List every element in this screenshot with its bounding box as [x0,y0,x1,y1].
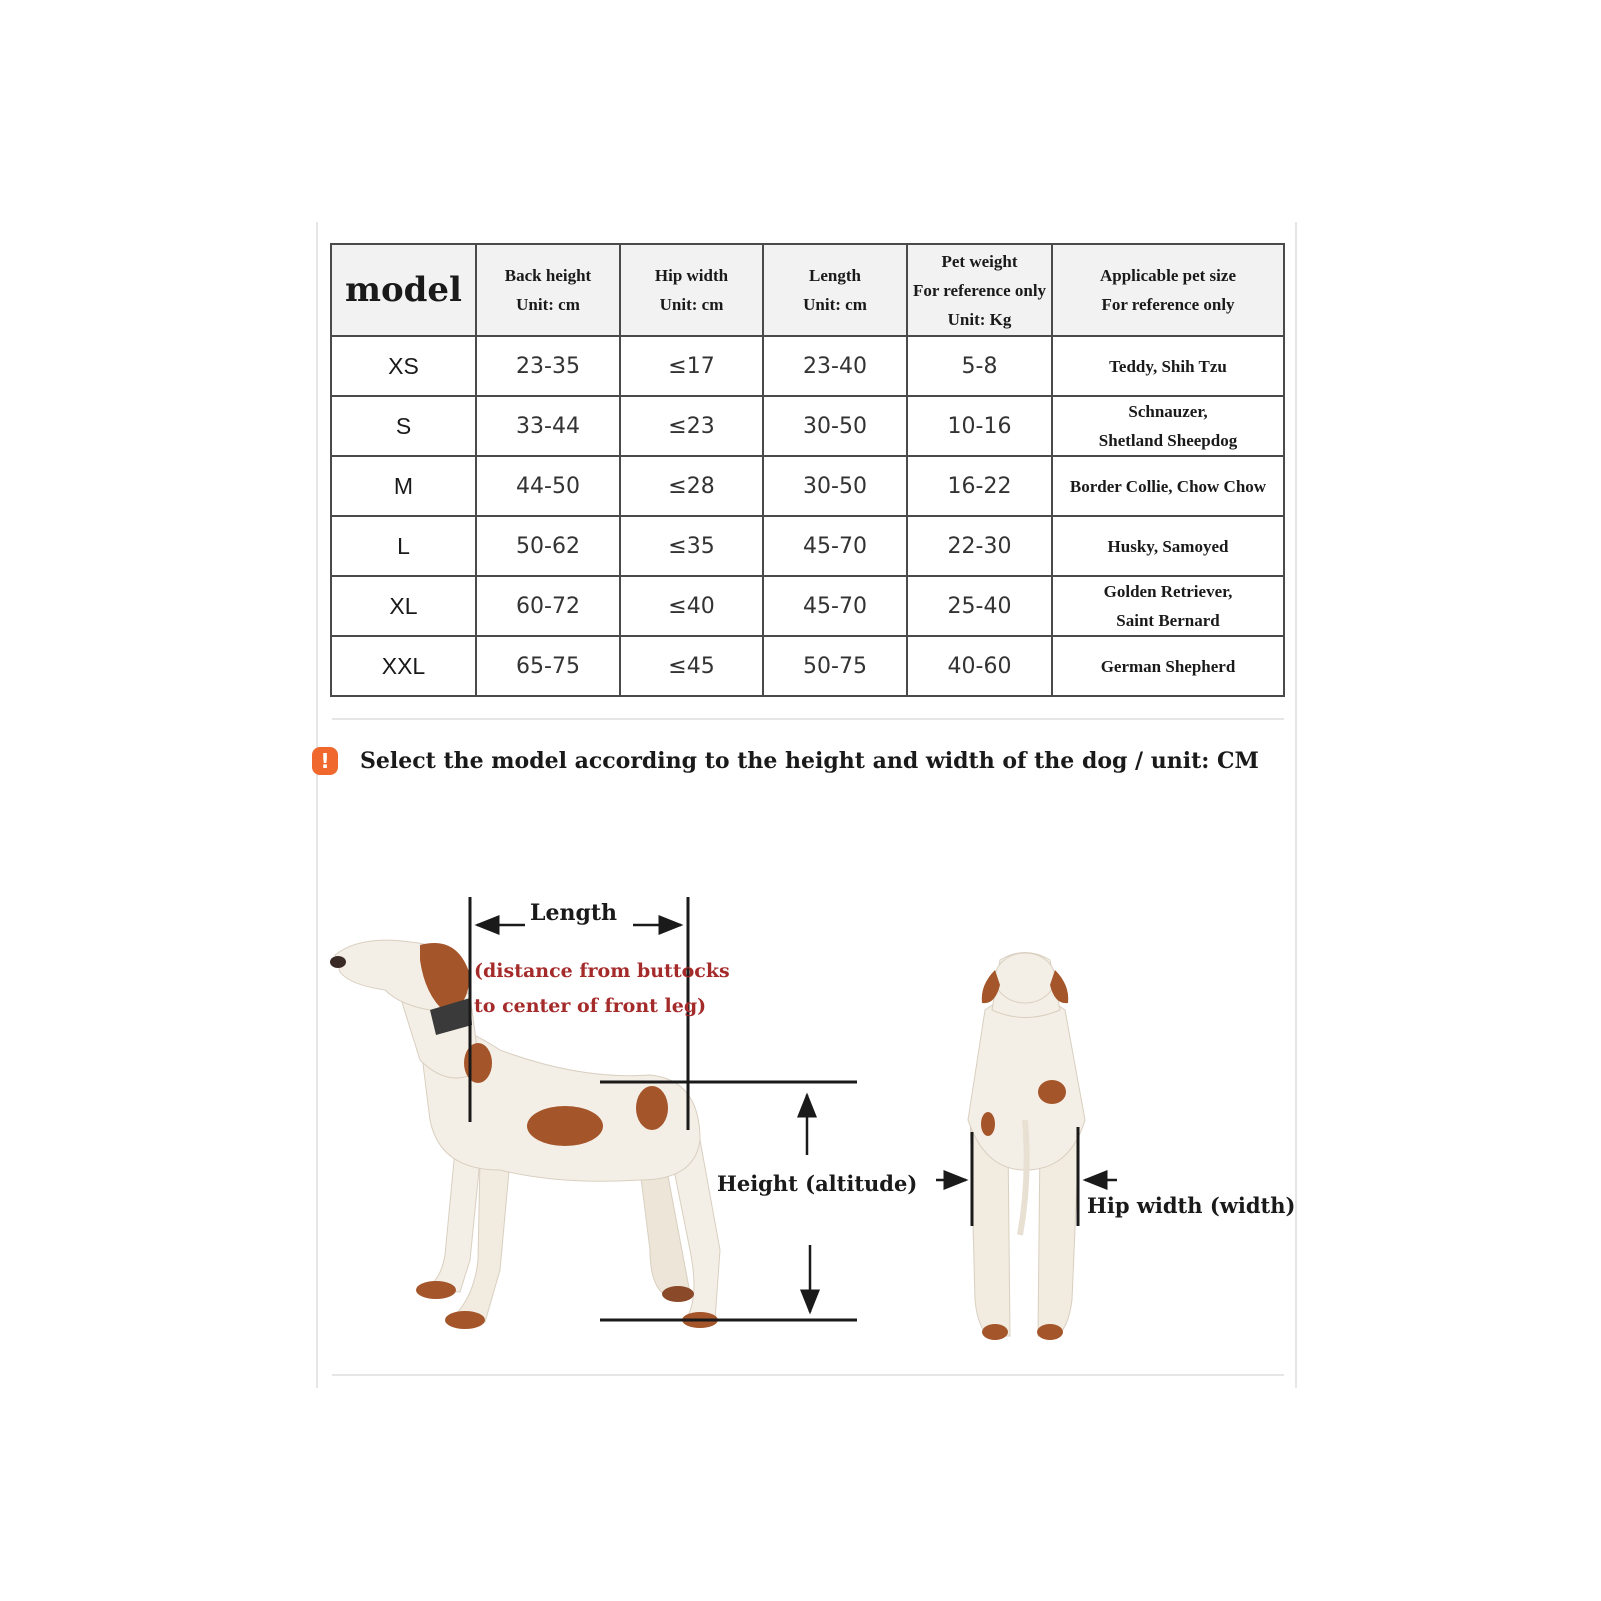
weight-cell: 25-40 [907,576,1052,636]
model-cell: XS [331,336,476,396]
hip-width-cell: ≤45 [620,636,763,696]
weight-cell: 10-16 [907,396,1052,456]
header-line: Unit: cm [516,295,580,314]
header-line: For reference only [912,280,1047,300]
length-note [474,954,730,1024]
length-cell: 45-70 [763,576,907,636]
back-height-cell: 44-50 [476,456,620,516]
back-height-cell: 60-72 [476,576,620,636]
model-cell: XXL [331,636,476,696]
weight-cell: 40-60 [907,636,1052,696]
hip-width-cell: ≤23 [620,396,763,456]
header-line: Back height [504,266,592,285]
model-cell: L [331,516,476,576]
back-height-cell: 23-35 [476,336,620,396]
breed-line: Husky, Samoyed [1107,536,1229,556]
notice-text: Select the model according to the height and width of the dog / unit: CM [360,748,1259,774]
header-line: For reference only [1101,295,1235,314]
back-height-cell: 50-62 [476,516,620,576]
back-height-cell: 33-44 [476,396,620,456]
height-label: Height (altitude) [717,1171,918,1196]
header-line: Unit: cm [803,295,867,314]
length-label: Length [530,900,618,926]
header-line: Unit: cm [659,295,724,314]
hip-width-label: Hip width (width) [1087,1193,1296,1218]
length-cell: 50-75 [763,636,907,696]
breed-line: Golden Retriever, [1103,582,1233,601]
dog-rear-view [968,953,1085,1341]
length-note-line: to center of front leg) [474,995,707,1017]
model-cell: XL [331,576,476,636]
model-cell: M [331,456,476,516]
back-height-cell: 65-75 [476,636,620,696]
hip-width-cell: ≤28 [620,456,763,516]
length-cell: 30-50 [763,396,907,456]
header-model: model [331,244,476,336]
length-note-line: (distance from buttocks [474,960,730,982]
length-cell: 45-70 [763,516,907,576]
hip-width-cell: ≤17 [620,336,763,396]
breed-line: German Shepherd [1100,656,1236,676]
header-line: Hip width [654,266,729,285]
hip-width-cell: ≤40 [620,576,763,636]
breed-line: Shetland Sheepdog [1098,431,1238,450]
breed-line: Border Collie, Chow Chow [1069,476,1267,496]
header-line: Unit: Kg [947,309,1012,329]
model-cell: S [331,396,476,456]
breed-line: Schnauzer, [1128,402,1208,421]
hip-width-cell: ≤35 [620,516,763,576]
weight-cell: 22-30 [907,516,1052,576]
header-line: Length [809,266,861,285]
warning-icon: ! [312,747,338,775]
breed-line: Teddy, Shih Tzu [1109,356,1227,376]
header-line: Applicable pet size [1100,266,1236,285]
weight-cell: 16-22 [907,456,1052,516]
weight-cell: 5-8 [907,336,1052,396]
header-line: Pet weight [941,251,1018,271]
length-cell: 30-50 [763,456,907,516]
breed-line: Saint Bernard [1116,611,1220,630]
length-cell: 23-40 [763,336,907,396]
